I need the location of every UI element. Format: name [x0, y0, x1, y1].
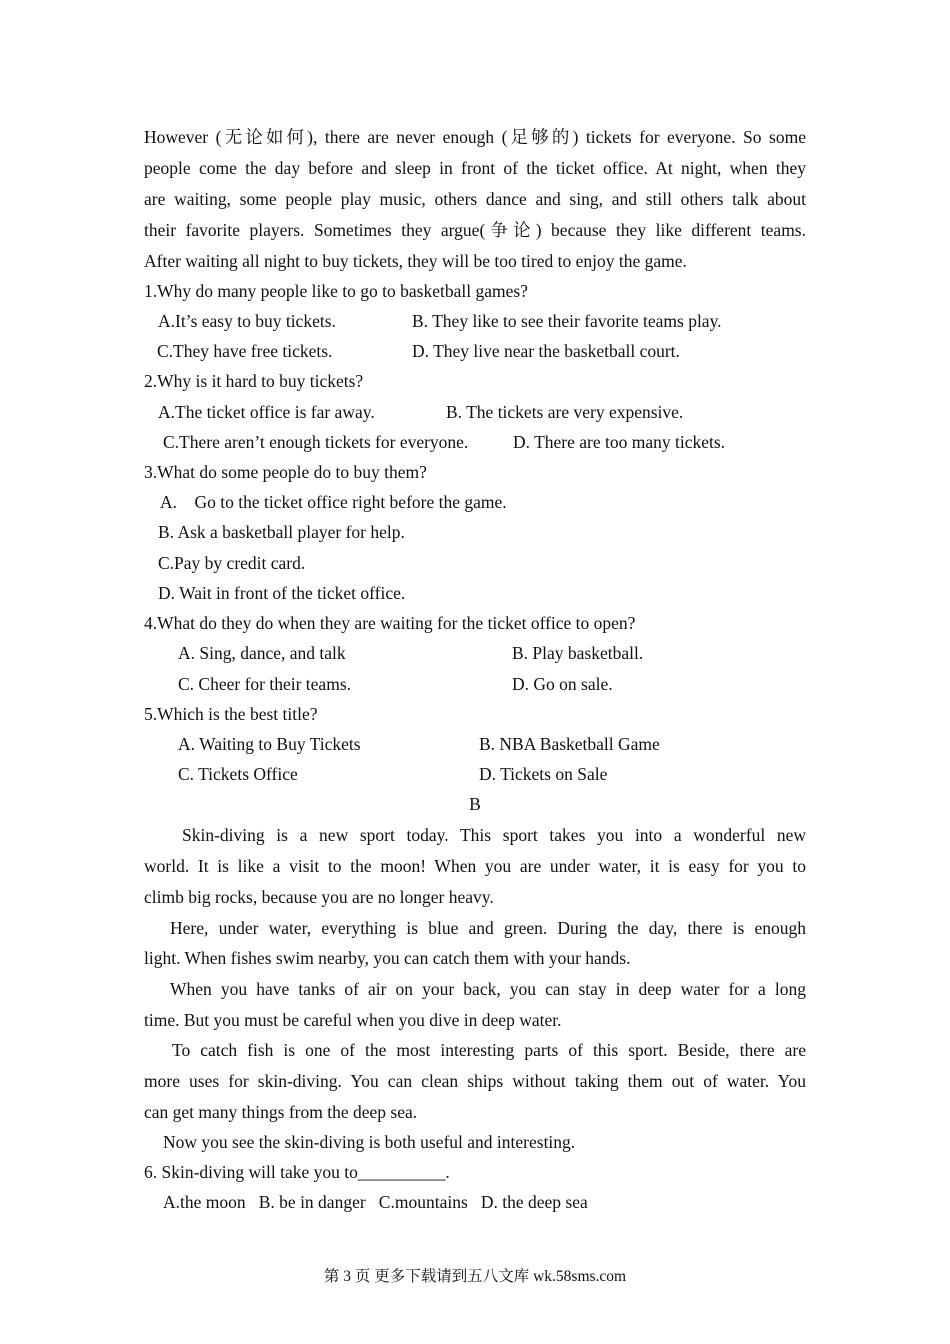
question-option: A. Waiting to Buy Tickets	[178, 734, 361, 754]
passage-b-line: more uses for skin-diving. You can clean ships without taking them out of water. You	[144, 1071, 806, 1091]
question-option: B. Ask a basketball player for help.	[158, 522, 405, 542]
question-stem: 5.Which is the best title?	[144, 704, 318, 724]
question-stem: 6. Skin-diving will take you to__________.	[144, 1162, 450, 1182]
question-option: C. Tickets Office	[178, 764, 298, 784]
question-option: D. Tickets on Sale	[479, 764, 608, 784]
passage-a-line: their favorite players. Sometimes they argue(争论) because they like different teams.	[144, 220, 806, 240]
question-option: A.the moon B. be in danger C.mountains D. the deep sea	[163, 1192, 588, 1212]
question-option: A.The ticket office is far away.	[158, 402, 375, 422]
question-stem: 1.Why do many people like to go to basketball games?	[144, 281, 528, 301]
question-option: D. Go on sale.	[512, 674, 613, 694]
question-option: C. Cheer for their teams.	[178, 674, 352, 694]
passage-a-line: people come the day before and sleep in front of the ticket office. At night, when they	[144, 158, 806, 178]
question-option: C.They have free tickets.	[157, 341, 333, 361]
question-option: D. Wait in front of the ticket office.	[158, 583, 406, 603]
passage-b-line: can get many things from the deep sea.	[144, 1102, 418, 1122]
question-stem: 2.Why is it hard to buy tickets?	[144, 371, 364, 391]
passage-b-line: world. It is like a visit to the moon! When you are under water, it is easy for you to	[144, 856, 806, 876]
question-option: D. They live near the basketball court.	[412, 341, 680, 361]
passage-a-line: are waiting, some people play music, others dance and sing, and still others talk about	[144, 189, 806, 209]
question-option: A.It’s easy to buy tickets.	[158, 311, 336, 331]
page-footer: 第 3 页 更多下载请到五八文库 wk.58sms.com	[323, 1268, 627, 1285]
passage-b-line: Now you see the skin-diving is both useful and interesting.	[163, 1132, 576, 1152]
passage-a-line: After waiting all night to buy tickets, they will be too tired to enjoy the game.	[144, 251, 687, 271]
passage-b-line: light. When fishes swim nearby, you can catch them with your hands.	[144, 948, 631, 968]
passage-b-line: time. But you must be careful when you dive in deep water.	[144, 1010, 562, 1030]
passage-a-line: However (无论如何), there are never enough (足够的) tickets for everyone. So some	[144, 127, 806, 147]
question-option: C.Pay by credit card.	[158, 553, 306, 573]
question-option: B. The tickets are very expensive.	[446, 402, 684, 422]
question-stem: 3.What do some people do to buy them?	[144, 462, 427, 482]
passage-b-line: Here, under water, everything is blue and green. During the day, there is enough	[170, 918, 806, 938]
question-option: C.There aren’t enough tickets for everyone.	[163, 432, 469, 452]
passage-b-line: Skin-diving is a new sport today. This sport takes you into a wonderful new	[182, 825, 806, 845]
passage-b-line: climb big rocks, because you are no longer heavy.	[144, 887, 494, 907]
question-option: B. Play basketball.	[512, 643, 644, 663]
question-option: B. They like to see their favorite teams play.	[412, 311, 722, 331]
passage-b-line: When you have tanks of air on your back, you can stay in deep water for a long	[170, 979, 806, 999]
question-option: A. Go to the ticket office right before the game.	[160, 492, 507, 512]
question-stem: 4.What do they do when they are waiting for the ticket office to open?	[144, 613, 636, 633]
question-option: A. Sing, dance, and talk	[178, 643, 346, 663]
question-option: D. There are too many tickets.	[513, 432, 726, 452]
section-heading: B	[469, 794, 481, 814]
question-option: B. NBA Basketball Game	[479, 734, 660, 754]
passage-b-line: To catch fish is one of the most interesting parts of this sport. Beside, there are	[172, 1040, 806, 1060]
